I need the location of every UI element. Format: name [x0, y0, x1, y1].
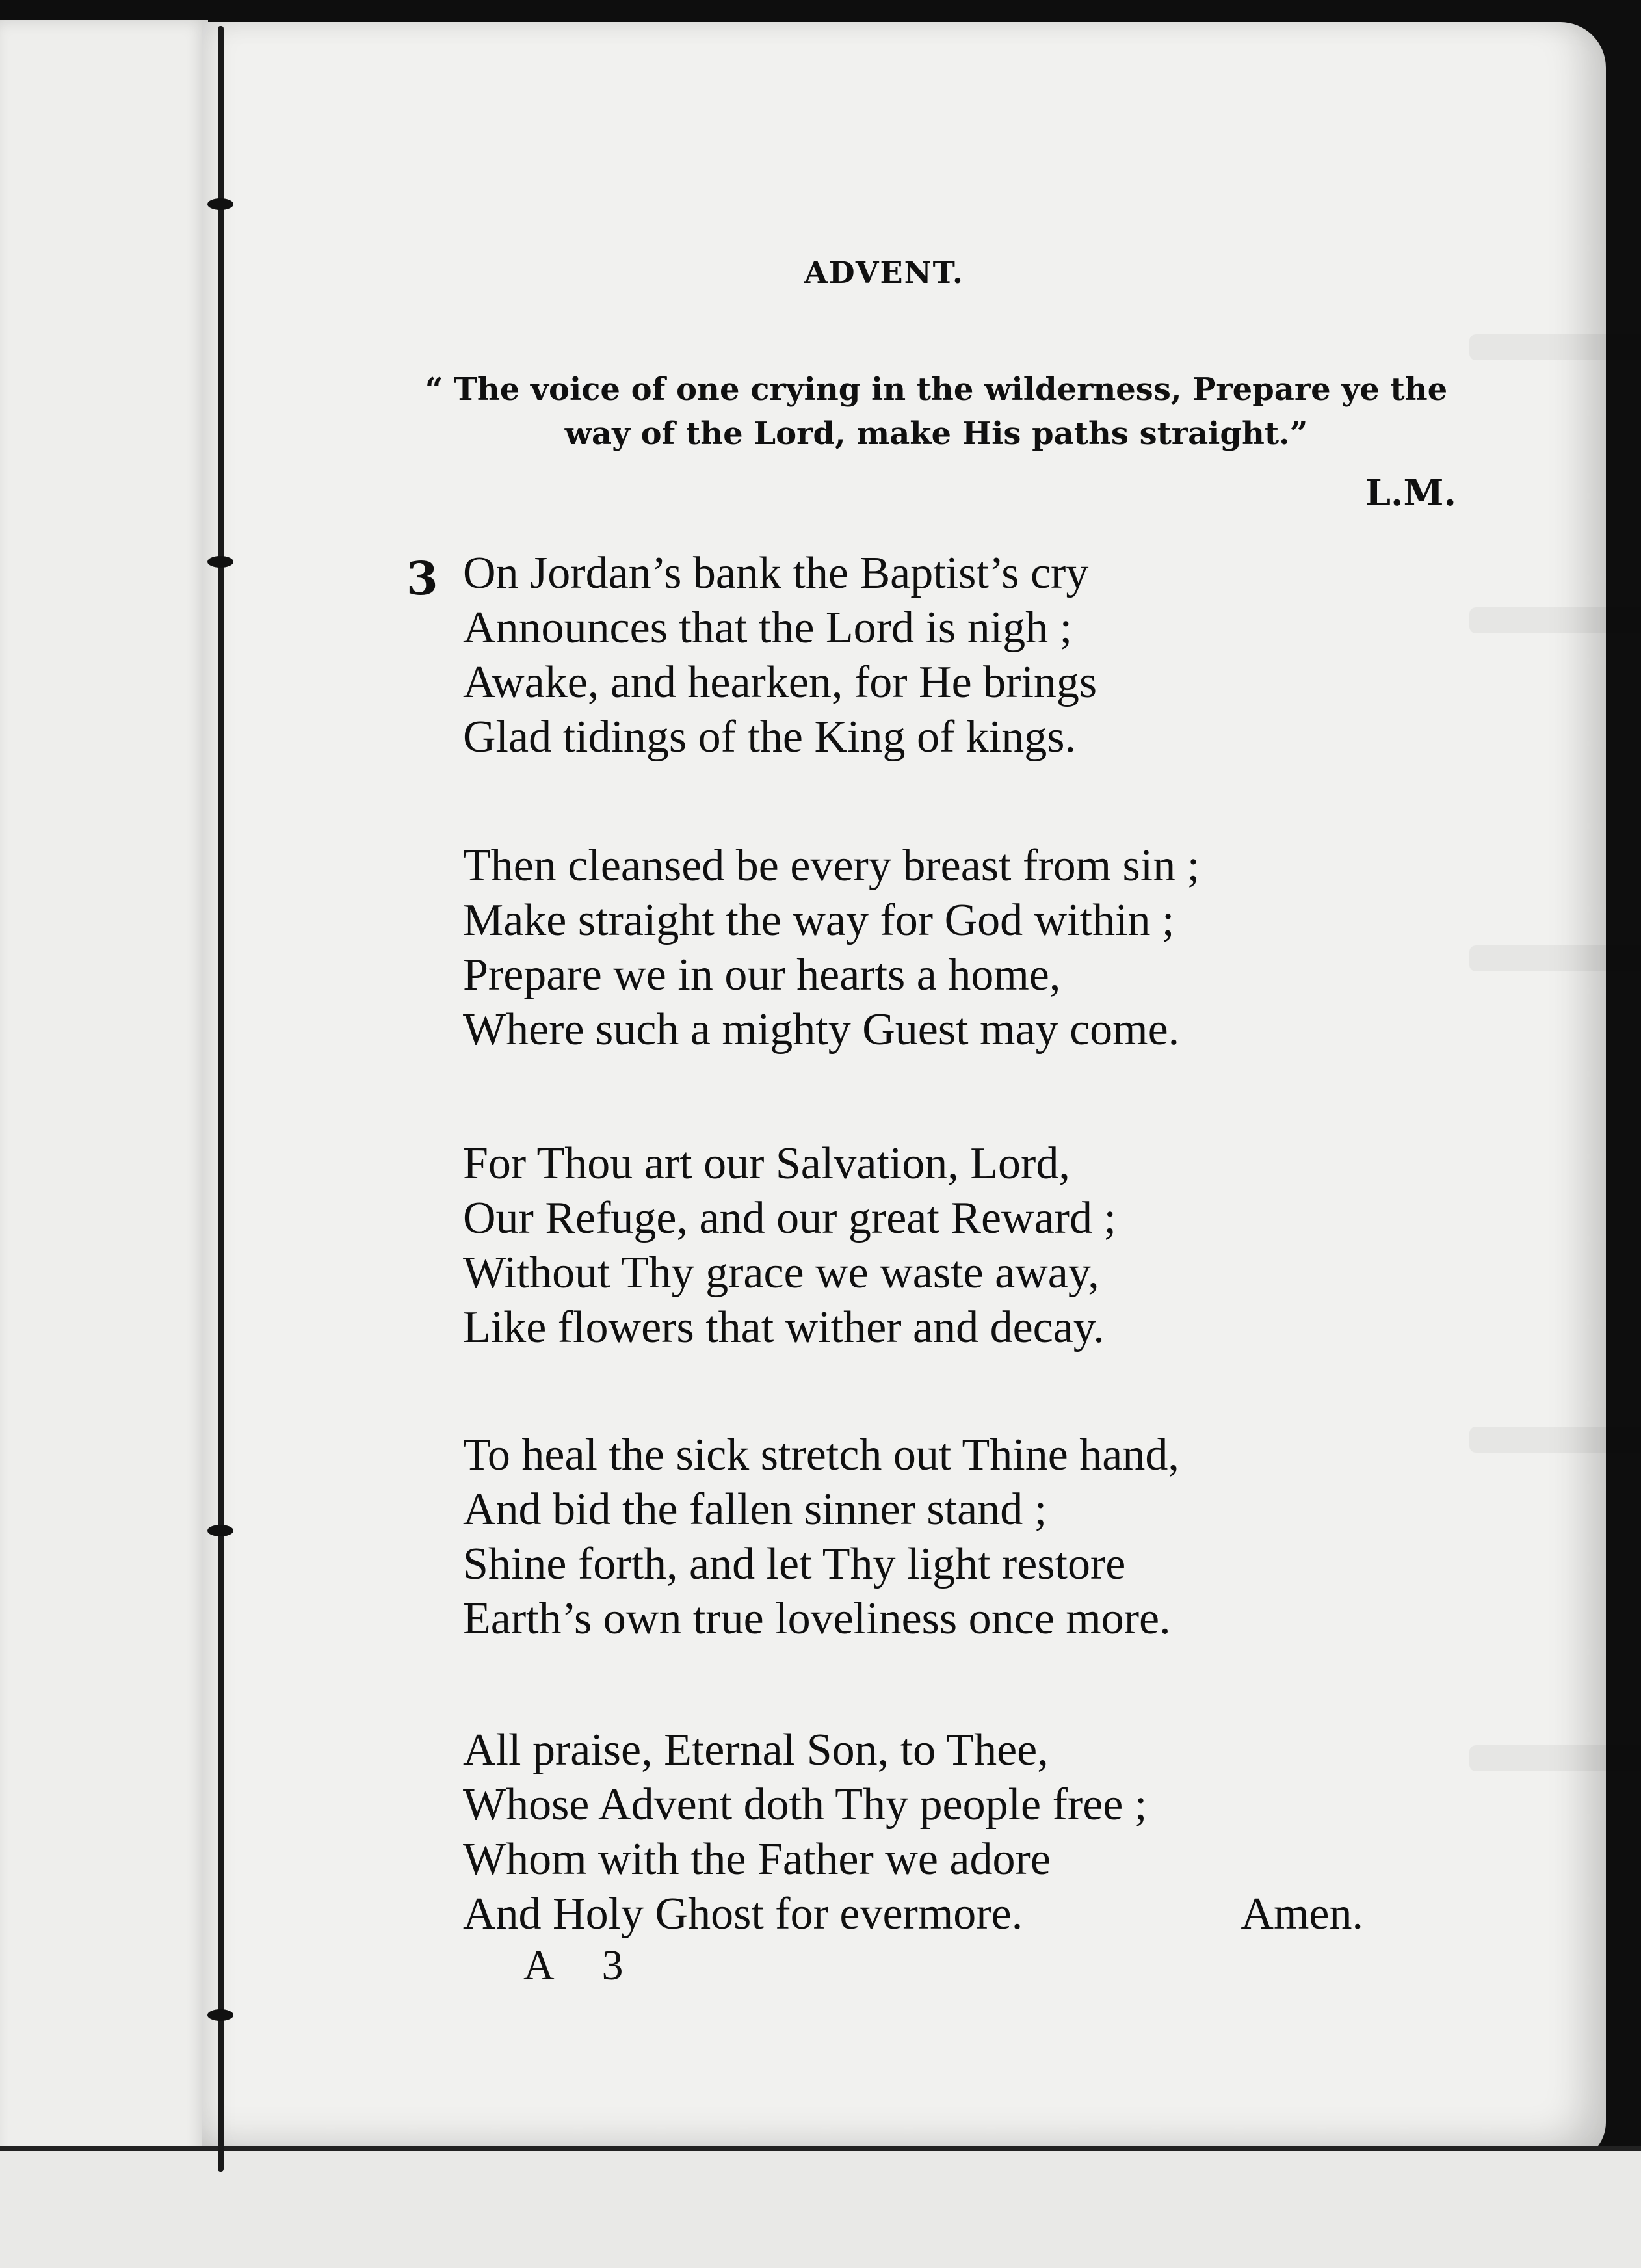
verse-line: Then cleansed be every breast from sin ;	[463, 841, 1200, 891]
verse	[463, 546, 1477, 765]
verse	[463, 1428, 1477, 1646]
epigraph-line: way of the Lord, make His paths straight.”	[564, 415, 1308, 452]
verse-line: And bid the fallen sinner stand ;	[463, 1484, 1047, 1535]
verse-line: Whom with the Father we adore	[463, 1834, 1051, 1884]
verse-line: Glad tidings of the King of kings.	[463, 712, 1076, 762]
verse-line: For Thou art our Salvation, Lord,	[463, 1139, 1070, 1189]
verse-line: All praise, Eternal Son, to Thee,	[463, 1725, 1049, 1775]
hymn-number: 3	[406, 551, 438, 605]
verse-line: Awake, and hearken, for He brings	[463, 657, 1097, 707]
verse-line: Announces that the Lord is nigh ;	[463, 603, 1073, 653]
verse-line: Earth’s own true loveliness once more.	[463, 1594, 1171, 1644]
verse-line: And Holy Ghost for evermore.	[463, 1889, 1023, 1939]
verse	[463, 1137, 1477, 1355]
verse-line: To heal the sick stretch out Thine hand,	[463, 1430, 1179, 1480]
verse-line: Our Refuge, and our great Reward ;	[463, 1193, 1116, 1243]
section-heading: ADVENT.	[804, 255, 964, 290]
verse-line: Make straight the way for God within ;	[463, 895, 1175, 945]
signature-mark: A 3	[523, 1942, 643, 1989]
meter-label: L.M.	[1365, 471, 1456, 514]
verse-line: Like flowers that wither and decay.	[463, 1302, 1105, 1352]
verse-line: Where such a mighty Guest may come.	[463, 1005, 1180, 1055]
epigraph-line: “ The voice of one crying in the wilderness, Prepare ye the	[425, 371, 1448, 408]
verse-line: Shine forth, and let Thy light restore	[463, 1539, 1126, 1589]
final-line	[463, 1887, 1363, 1942]
doxology-verse	[463, 1723, 1477, 1942]
verse-line: Prepare we in our hearts a home,	[463, 950, 1061, 1000]
epigraph	[403, 367, 1469, 456]
amen: Amen.	[1241, 1889, 1363, 1939]
verse-line: On Jordan’s bank the Baptist’s cry	[463, 548, 1089, 598]
verse	[463, 839, 1477, 1057]
verse-line: Whose Advent doth Thy people free ;	[463, 1780, 1148, 1830]
verse-line: Without Thy grace we waste away,	[463, 1248, 1099, 1298]
